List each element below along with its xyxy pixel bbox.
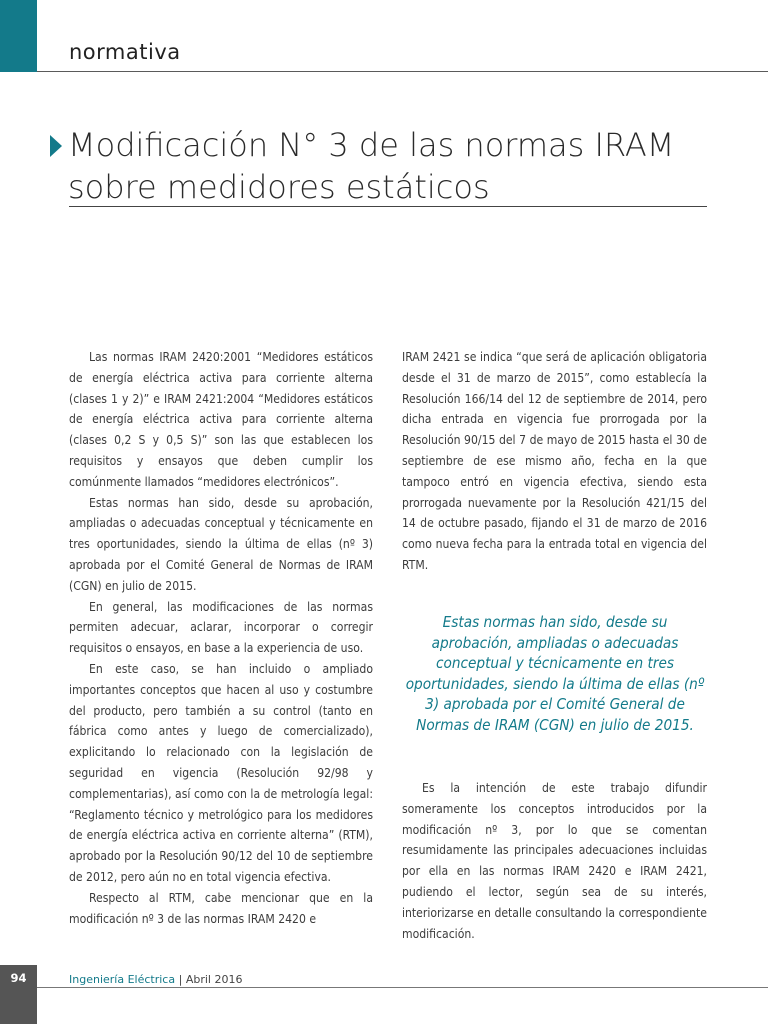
header-divider xyxy=(37,71,768,72)
left-column xyxy=(69,347,373,929)
paragraph: En este caso, se han incluido o ampliado importantes conceptos que hacen al uso y costumbre del producto, pero también a su control (tanto en fábrica como antes y luego de comercializado), explicitando lo relacionado con la legislación de seguridad en vigencia (Resolución 92/98 y complementarias), así como con la de metrología legal: “Reglamento técnico y metrológico para los medidores de energía eléctrica activa en corriente alterna” (RTM), aprobado por la Resolución 90/12 del 10 de septiembre de 2012, pero aún no en total vigencia efectiva. xyxy=(69,661,373,884)
paragraph: Es la intención de este trabajo difundir someramente los conceptos introducidos por la modificación nº 3, por lo que se comentan resumidamente las principales adecuaciones incluidas por ella en las normas IRAM 2420 e IRAM 2421, pudiendo el lector, según sea de su interés, interiorizarse en detalle consultando la correspondiente modificación. xyxy=(402,781,707,941)
paragraph: En general, las modificaciones de las normas permiten adecuar, aclarar, incorporar o corregir requisitos o ensayos, en base a la experiencia de uso. xyxy=(69,599,373,656)
paragraph: Estas normas han sido, desde su aprobación, ampliadas o adecuadas conceptual y técnicamente en tres oportunidades, siendo la última de ellas (nº 3) aprobada por el Comité General de Normas de IRAM (CGN) en julio de 2015. xyxy=(69,495,373,593)
header-accent-bar xyxy=(0,0,37,72)
pull-quote: Estas normas han sido, desde su aprobación, ampliadas o adecuadas conceptual y técnicamente en tres oportunidades, siendo la última de ellas (nº 3) aprobada por el Comité General de Normas de IRAM (CGN) en julio de 2015. xyxy=(405,613,705,734)
footer-separator: | xyxy=(178,973,183,986)
paragraph: Las normas IRAM 2420:2001 “Medidores estáticos de energía eléctrica activa para corriente alterna (clases 1 y 2)” e IRAM 2421:2004 “Medidores estáticos de energía eléctrica activa para corriente alterna (clases 0,2 S y 0,5 S)” son las que establecen los requisitos y ensayos que deben cumplir los comúnmente llamados “medidores electrónicos”. xyxy=(69,350,373,489)
publication-name: Ingeniería Eléctrica xyxy=(69,973,176,986)
paragraph: IRAM 2421 se indica “que será de aplicación obligatoria desde el 31 de marzo de 2015”, como establecía la Resolución 166/14 del 12 de septiembre de 2014, pero dicha entrada en vigencia fue prorrogada por la Resolución 90/15 del 7 de mayo de 2015 hasta el 30 de septiembre de ese mismo año, fecha en la que tampoco entró en vigencia efectiva, siendo esta prorrogada nuevamente por la Resolución 421/15 del 14 de octubre pasado, fijando el 31 de marzo de 2016 como nueva fecha para la entrada total en vigencia del RTM. xyxy=(402,350,707,572)
title-underline xyxy=(69,206,707,207)
title-arrow-icon xyxy=(50,135,62,157)
section-label: normativa xyxy=(69,40,181,64)
paragraph: Respecto al RTM, cabe mencionar que en la modificación nº 3 de las normas IRAM 2420 e xyxy=(69,890,373,926)
page-number: 94 xyxy=(10,971,27,985)
issue-date: Abril 2016 xyxy=(185,973,243,986)
article-title: Modificación N° 3 de las normas IRAM sobre medidores estáticos xyxy=(68,126,675,206)
footer-credit xyxy=(69,973,242,986)
right-column-top xyxy=(402,347,707,576)
footer-divider xyxy=(37,987,768,988)
right-column-bottom xyxy=(402,778,707,944)
